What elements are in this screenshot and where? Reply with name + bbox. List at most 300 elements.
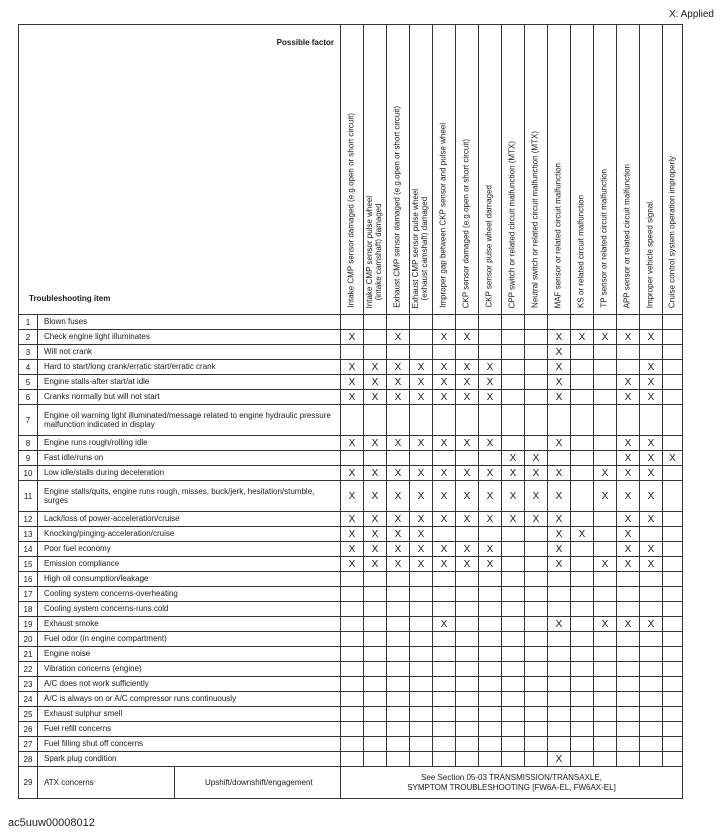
troubleshooting-item: Engine runs rough/rolling idle [38,436,341,451]
empty-cell [525,315,548,330]
empty-cell [594,737,617,752]
empty-cell [594,662,617,677]
empty-cell [502,315,525,330]
document-id: ac5uuw00008012 [8,817,95,829]
empty-cell [663,315,683,330]
empty-cell [663,345,683,360]
row-number: 20 [19,632,38,647]
empty-cell [571,737,594,752]
row-number: 8 [19,436,38,451]
applied-mark: X [364,557,387,572]
legend: X: Applied [668,9,714,20]
applied-mark: X [456,542,479,557]
factor-header [433,25,456,315]
row-number: 24 [19,692,38,707]
empty-cell [433,405,456,436]
empty-cell [479,587,502,602]
applied-mark: X [410,542,433,557]
empty-cell [456,677,479,692]
troubleshooting-item: Fuel filling shut off concerns [38,737,341,752]
empty-cell [525,587,548,602]
empty-cell [617,587,640,602]
applied-mark: X [456,390,479,405]
row-number: 1 [19,315,38,330]
empty-cell [663,405,683,436]
empty-cell [594,572,617,587]
empty-cell [341,737,364,752]
atx-note: See Section 05-03 TRANSMISSION/TRANSAXLE, SYMPTOM TROUBLESHOOTING [FW6A-EL, FW6AX-EL] [341,767,683,799]
empty-cell [548,572,571,587]
table-row [19,405,683,436]
applied-mark: X [617,466,640,481]
empty-cell [571,662,594,677]
empty-cell [387,451,410,466]
applied-mark: X [617,375,640,390]
empty-cell [364,451,387,466]
empty-cell [502,692,525,707]
applied-mark: X [479,360,502,375]
empty-cell [571,692,594,707]
empty-cell [594,647,617,662]
table-row [19,451,683,466]
table-row [19,617,683,632]
empty-cell [548,677,571,692]
applied-mark: X [410,375,433,390]
empty-cell [433,315,456,330]
applied-mark: X [640,617,663,632]
empty-cell [594,512,617,527]
applied-mark: X [456,360,479,375]
empty-cell [387,572,410,587]
empty-cell [433,345,456,360]
empty-cell [364,632,387,647]
row-number: 3 [19,345,38,360]
applied-mark: X [364,436,387,451]
empty-cell [502,617,525,632]
empty-cell [525,647,548,662]
empty-cell [502,542,525,557]
empty-cell [663,632,683,647]
table-row [19,481,683,512]
empty-cell [387,647,410,662]
empty-cell [525,557,548,572]
empty-cell [525,692,548,707]
empty-cell [525,360,548,375]
applied-mark: X [548,542,571,557]
applied-mark: X [341,542,364,557]
applied-mark: X [479,466,502,481]
troubleshooting-item: A/C is always on or A/C compressor runs continuously [38,692,341,707]
row-number: 18 [19,602,38,617]
empty-cell [364,752,387,767]
empty-cell [525,572,548,587]
empty-cell [341,692,364,707]
applied-mark: X [387,330,410,345]
row-number: 19 [19,617,38,632]
applied-mark: X [433,375,456,390]
empty-cell [387,405,410,436]
factor-header [410,25,433,315]
empty-cell [456,572,479,587]
troubleshooting-item: Cooling system concerns-runs cold [38,602,341,617]
troubleshooting-item: Lack/loss of power-acceleration/cruise [38,512,341,527]
row-number: 28 [19,752,38,767]
empty-cell [571,345,594,360]
table-row [19,602,683,617]
empty-cell [663,707,683,722]
empty-cell [364,647,387,662]
empty-cell [387,737,410,752]
factor-label: MAF sensor or related circuit malfunction [553,162,563,308]
empty-cell [571,722,594,737]
empty-cell [456,451,479,466]
empty-cell [341,677,364,692]
empty-cell [663,752,683,767]
empty-cell [341,345,364,360]
applied-mark: X [456,481,479,512]
empty-cell [456,692,479,707]
applied-mark: X [617,481,640,512]
troubleshooting-item: Exhaust sulphur smell [38,707,341,722]
applied-mark: X [548,617,571,632]
empty-cell [341,602,364,617]
empty-cell [525,737,548,752]
applied-mark: X [364,360,387,375]
empty-cell [502,752,525,767]
factor-header [640,25,663,315]
empty-cell [663,527,683,542]
applied-mark: X [548,527,571,542]
row-number: 27 [19,737,38,752]
empty-cell [341,617,364,632]
empty-cell [640,602,663,617]
header-row [19,25,683,315]
empty-cell [594,315,617,330]
applied-mark: X [433,390,456,405]
applied-mark: X [410,512,433,527]
factor-header [341,25,364,315]
empty-cell [364,617,387,632]
applied-mark: X [663,451,683,466]
empty-cell [433,632,456,647]
empty-cell [479,345,502,360]
empty-cell [663,692,683,707]
empty-cell [479,647,502,662]
empty-cell [341,587,364,602]
table-row [19,527,683,542]
empty-cell [410,632,433,647]
troubleshooting-item: Cranks normally but will not start [38,390,341,405]
troubleshooting-item: Fuel refill concerns [38,722,341,737]
troubleshooting-item: Check engine light illuminates [38,330,341,345]
table-row [19,436,683,451]
applied-mark: X [617,557,640,572]
empty-cell [663,542,683,557]
applied-mark: X [548,752,571,767]
empty-cell [433,451,456,466]
table-row [19,707,683,722]
applied-mark: X [456,436,479,451]
empty-cell [617,677,640,692]
applied-mark: X [617,451,640,466]
empty-cell [364,722,387,737]
empty-cell [410,315,433,330]
empty-cell [456,527,479,542]
empty-cell [548,707,571,722]
empty-cell [640,677,663,692]
applied-mark: X [341,330,364,345]
empty-cell [502,632,525,647]
empty-cell [479,632,502,647]
applied-mark: X [640,330,663,345]
empty-cell [571,375,594,390]
empty-cell [640,527,663,542]
empty-cell [594,692,617,707]
row-number: 15 [19,557,38,572]
applied-mark: X [617,436,640,451]
empty-cell [502,647,525,662]
applied-mark: X [548,466,571,481]
empty-cell [341,451,364,466]
empty-cell [433,752,456,767]
empty-cell [410,587,433,602]
empty-cell [663,557,683,572]
empty-cell [640,692,663,707]
empty-cell [663,512,683,527]
troubleshooting-item: Fast idle/runs on [38,451,341,466]
empty-cell [479,737,502,752]
empty-cell [571,512,594,527]
empty-cell [663,722,683,737]
empty-cell [479,752,502,767]
empty-cell [479,405,502,436]
applied-mark: X [387,542,410,557]
table-row [19,345,683,360]
factor-label: Neutral switch or related circuit malfunction (MTX) [530,131,540,308]
empty-cell [364,345,387,360]
empty-cell [502,722,525,737]
empty-cell [341,707,364,722]
troubleshooting-item: Vibration concerns (engine) [38,662,341,677]
applied-mark: X [387,557,410,572]
empty-cell [479,602,502,617]
empty-cell [387,617,410,632]
empty-cell [571,752,594,767]
empty-cell [479,692,502,707]
empty-cell [479,527,502,542]
empty-cell [548,647,571,662]
row-number: 25 [19,707,38,722]
row-number: 29 [19,767,38,799]
troubleshooting-item: Poor fuel economy [38,542,341,557]
empty-cell [387,345,410,360]
factor-label: CKP sensor pulse wheel damaged [484,185,494,308]
empty-cell [479,451,502,466]
troubleshooting-item: Will not crank [38,345,341,360]
empty-cell [617,315,640,330]
applied-mark: X [433,542,456,557]
empty-cell [571,587,594,602]
empty-cell [387,752,410,767]
troubleshooting-item: Hard to start/long crank/erratic start/erratic crank [38,360,341,375]
troubleshooting-item: Low idle/stalls during deceleration [38,466,341,481]
applied-mark: X [387,436,410,451]
factor-label: Intake CMP sensor damaged (e.g.open or short circuit) [346,113,356,308]
factor-label: Exhaust CMP sensor pulse wheel (exhaust camshaft) damaged [411,188,429,308]
empty-cell [548,662,571,677]
applied-mark: X [479,542,502,557]
applied-mark: X [548,481,571,512]
empty-cell [456,587,479,602]
empty-cell [548,587,571,602]
applied-mark: X [640,436,663,451]
row-number: 2 [19,330,38,345]
empty-cell [479,722,502,737]
empty-cell [617,707,640,722]
applied-mark: X [548,436,571,451]
factor-header [617,25,640,315]
empty-cell [341,722,364,737]
applied-mark: X [640,390,663,405]
table-row [19,692,683,707]
empty-cell [456,617,479,632]
empty-cell [502,557,525,572]
applied-mark: X [364,375,387,390]
empty-cell [663,677,683,692]
table-row [19,587,683,602]
empty-cell [640,662,663,677]
row-number: 22 [19,662,38,677]
applied-mark: X [387,466,410,481]
table-row [19,557,683,572]
table-row [19,677,683,692]
empty-cell [617,737,640,752]
empty-cell [433,707,456,722]
factor-label: Intake CMP sensor pulse wheel (intake camshaft) damaged [365,195,383,308]
empty-cell [433,647,456,662]
empty-cell [341,632,364,647]
applied-mark: X [341,527,364,542]
empty-cell [410,707,433,722]
applied-mark: X [364,481,387,512]
empty-cell [502,375,525,390]
applied-mark: X [617,330,640,345]
empty-cell [594,360,617,375]
empty-cell [502,360,525,375]
empty-cell [640,647,663,662]
empty-cell [594,542,617,557]
empty-cell [456,662,479,677]
empty-cell [364,405,387,436]
table-row [19,390,683,405]
applied-mark: X [571,527,594,542]
empty-cell [640,572,663,587]
empty-cell [502,677,525,692]
row-number: 11 [19,481,38,512]
empty-cell [410,662,433,677]
applied-mark: X [640,375,663,390]
empty-cell [410,692,433,707]
empty-cell [502,707,525,722]
empty-cell [525,390,548,405]
troubleshooting-item: Engine stalls/quits, engine runs rough, misses, buck/jerk, hesitation/stumble, surges [38,481,341,512]
applied-mark: X [364,512,387,527]
applied-mark: X [571,330,594,345]
empty-cell [341,405,364,436]
applied-mark: X [364,466,387,481]
table-row-atx [19,767,683,799]
empty-cell [594,436,617,451]
factor-label: CPP switch or related circuit malfunction (MTX) [507,140,517,308]
applied-mark: X [617,527,640,542]
applied-mark: X [640,512,663,527]
empty-cell [433,602,456,617]
empty-cell [433,587,456,602]
empty-cell [502,587,525,602]
table-row [19,466,683,481]
empty-cell [525,707,548,722]
applied-mark: X [341,360,364,375]
empty-cell [594,632,617,647]
applied-mark: X [410,481,433,512]
applied-mark: X [548,557,571,572]
empty-cell [640,707,663,722]
empty-cell [364,707,387,722]
applied-mark: X [594,481,617,512]
applied-mark: X [341,466,364,481]
empty-cell [502,602,525,617]
empty-cell [571,390,594,405]
empty-cell [456,602,479,617]
applied-mark: X [410,466,433,481]
empty-cell [433,572,456,587]
applied-mark: X [617,542,640,557]
empty-cell [410,451,433,466]
empty-cell [387,632,410,647]
troubleshooting-item: A/C does not work sufficiently [38,677,341,692]
applied-mark: X [479,557,502,572]
empty-cell [525,677,548,692]
atx-item-cell [38,767,341,799]
empty-cell [364,737,387,752]
empty-cell [617,405,640,436]
applied-mark: X [387,375,410,390]
empty-cell [456,405,479,436]
applied-mark: X [387,390,410,405]
empty-cell [479,315,502,330]
empty-cell [594,451,617,466]
empty-cell [502,405,525,436]
empty-cell [617,345,640,360]
applied-mark: X [617,390,640,405]
empty-cell [433,737,456,752]
empty-cell [364,587,387,602]
factor-label: CKP sensor damaged (e.g.open or short circuit) [461,138,471,308]
applied-mark: X [479,512,502,527]
empty-cell [571,557,594,572]
empty-cell [341,315,364,330]
applied-mark: X [548,360,571,375]
empty-cell [640,315,663,330]
empty-cell [617,647,640,662]
applied-mark: X [525,512,548,527]
troubleshooting-item: Cooling system concerns-overheating [38,587,341,602]
row-number: 16 [19,572,38,587]
troubleshooting-item: Emission compliance [38,557,341,572]
empty-cell [548,692,571,707]
table-row [19,512,683,527]
empty-cell [571,677,594,692]
